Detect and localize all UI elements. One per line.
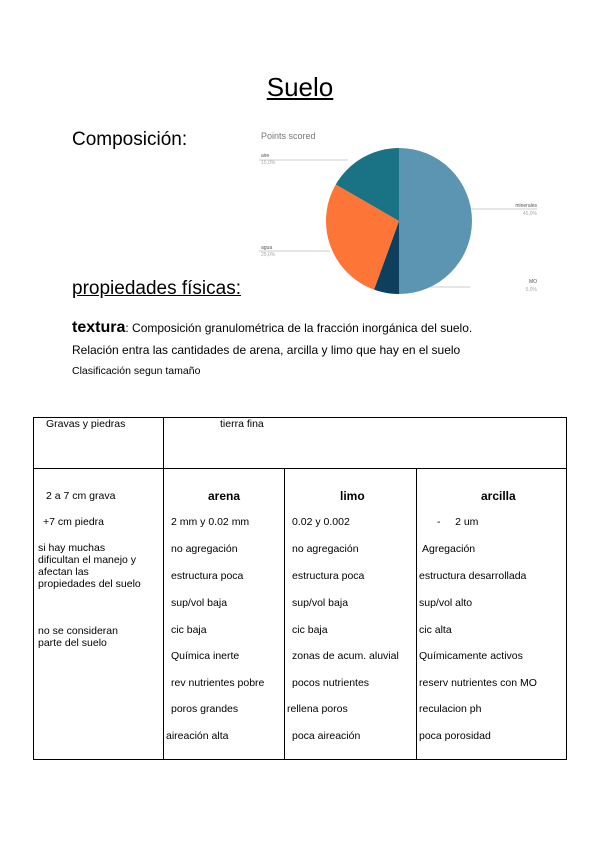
gravas-item-4: no se consideran parte del suelo bbox=[38, 625, 118, 649]
limo-item: pocos nutrientes bbox=[292, 677, 370, 689]
column-limo bbox=[285, 469, 417, 760]
arena-item: aireación alta bbox=[166, 730, 229, 742]
slice-label-aire: aire bbox=[261, 153, 270, 159]
textura-sep: : bbox=[125, 321, 129, 335]
limo-item: no agregación bbox=[292, 543, 359, 555]
arena-item: rev nutrientes pobre bbox=[171, 677, 265, 689]
slice-pct-agua: 25,0% bbox=[261, 252, 276, 258]
gravas-item-1: 2 a 7 cm grava bbox=[46, 490, 116, 502]
slice-label-minerales: minerales bbox=[515, 203, 537, 209]
slice-label-agua: agua bbox=[261, 245, 273, 251]
limo-item: zonas de acum. aluvial bbox=[292, 650, 399, 662]
arcilla-item: reserv nutrientes con MO bbox=[419, 677, 537, 689]
limo-item: 0.02 y 0.002 bbox=[292, 516, 350, 528]
slice-label-mo: MO bbox=[528, 279, 537, 285]
arena-item: Química inerte bbox=[171, 650, 240, 662]
textura-line-2: Relación entra las cantidades de arena, arcilla y limo que hay en el suelo bbox=[72, 343, 461, 357]
pie-slice-minerales bbox=[399, 148, 472, 294]
header-tierra-fina: tierra fina bbox=[164, 418, 567, 469]
slice-pct-minerales: 45,0% bbox=[522, 211, 537, 217]
chart-title: Points scored bbox=[261, 131, 316, 141]
arcilla-item: - 2 um bbox=[437, 516, 479, 528]
arena-title: arena bbox=[208, 489, 241, 503]
arena-item: estructura poca bbox=[171, 570, 244, 582]
column-arena bbox=[164, 469, 285, 760]
header-gravas: Gravas y piedras bbox=[34, 418, 164, 469]
composicion-heading: Composición: bbox=[72, 129, 188, 150]
textura-term: textura bbox=[72, 319, 126, 336]
gravas-item-3: si hay muchas dificultan el manejo y afectan las propiedades del suelo bbox=[38, 542, 141, 590]
arena-item: sup/vol baja bbox=[171, 597, 228, 609]
arcilla-item: poca porosidad bbox=[419, 730, 491, 742]
arena-item: cic baja bbox=[171, 624, 207, 636]
arcilla-title: arcilla bbox=[481, 489, 516, 503]
textura-line-3: Clasificación segun tamaño bbox=[72, 365, 201, 377]
arena-item: poros grandes bbox=[171, 703, 239, 715]
arcilla-item: estructura desarrollada bbox=[419, 570, 527, 582]
propiedades-heading: propiedades físicas: bbox=[72, 278, 241, 299]
limo-item: rellena poros bbox=[287, 703, 348, 715]
slice-pct-mo: 5,0% bbox=[525, 287, 537, 293]
textura-definition: Composición granulométrica de la fracción inorgánica del suelo. bbox=[128, 321, 473, 335]
gravas-item-2: +7 cm piedra bbox=[43, 516, 104, 528]
arcilla-item: Químicamente activos bbox=[419, 650, 523, 662]
page-title: Suelo bbox=[266, 72, 334, 102]
limo-item: cic baja bbox=[292, 624, 328, 636]
limo-item: estructura poca bbox=[292, 570, 365, 582]
arcilla-item: Agregación bbox=[422, 543, 476, 555]
column-arcilla bbox=[417, 469, 567, 760]
arcilla-item: sup/vol alto bbox=[419, 597, 473, 609]
limo-item: sup/vol baja bbox=[292, 597, 349, 609]
arena-item: 2 mm y 0.02 mm bbox=[171, 516, 250, 528]
limo-item: poca aireación bbox=[292, 730, 361, 742]
limo-title: limo bbox=[340, 489, 365, 503]
soil-texture-table bbox=[33, 417, 567, 760]
arcilla-item: reculacion ph bbox=[419, 703, 482, 715]
column-gravas bbox=[34, 469, 164, 760]
arcilla-item: cic alta bbox=[419, 624, 452, 636]
arena-item: no agregación bbox=[171, 543, 238, 555]
slice-pct-aire: 15,0% bbox=[261, 160, 276, 166]
